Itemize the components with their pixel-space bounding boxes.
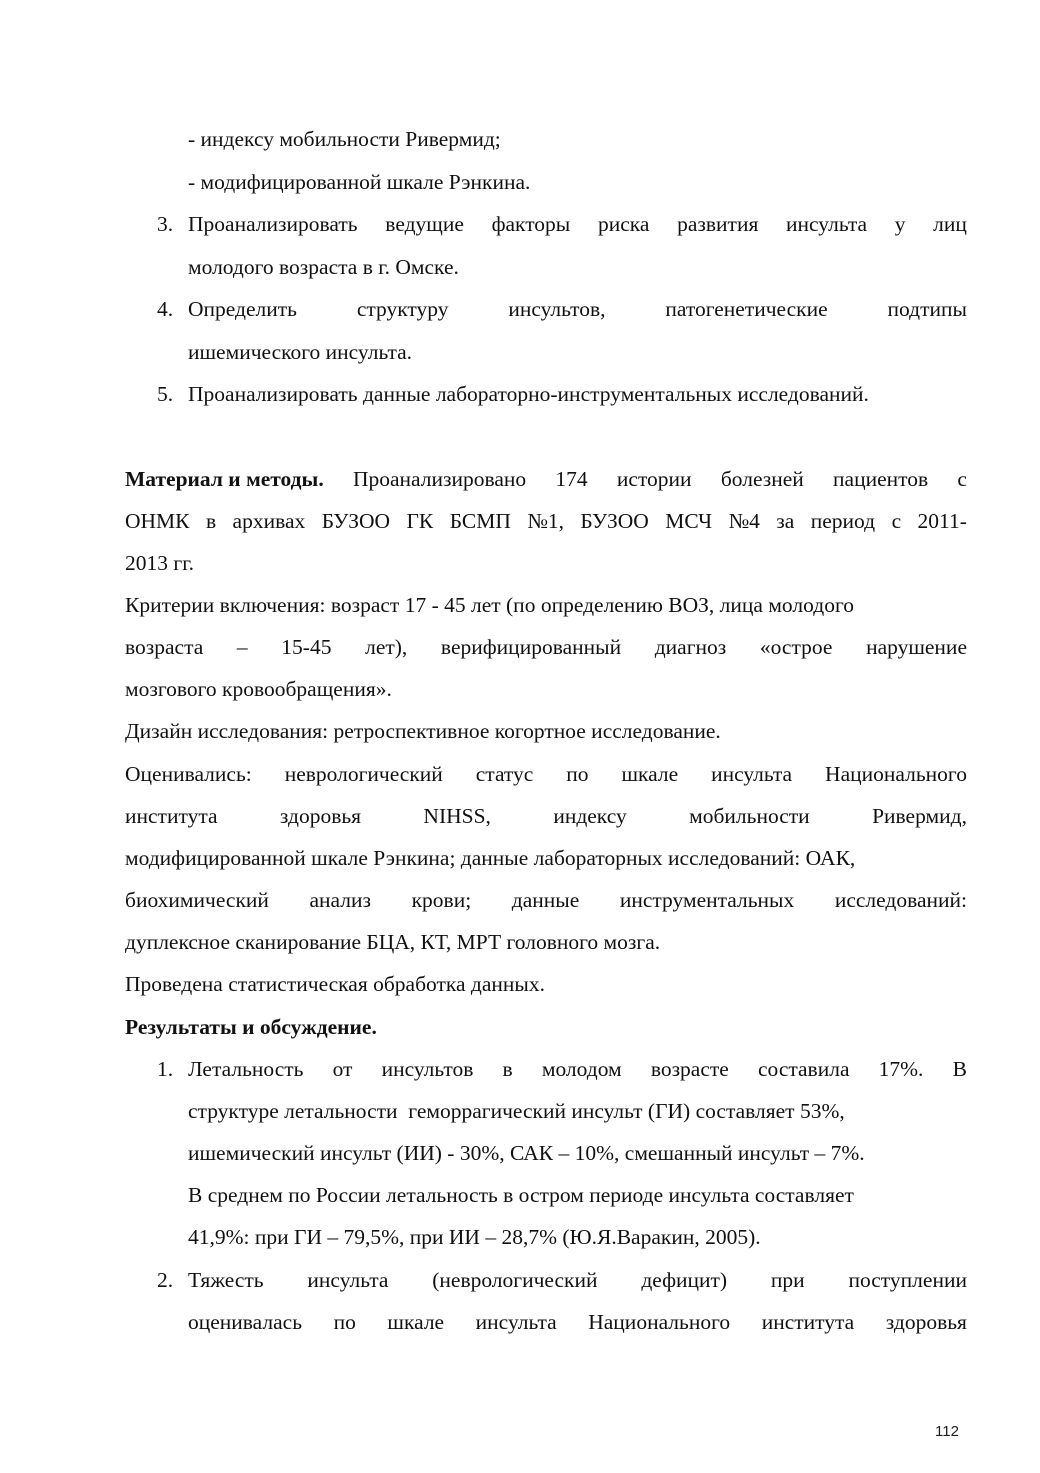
word: ГК <box>406 509 434 533</box>
word: данные <box>511 888 580 912</box>
methods-heading: Материал и методы. <box>125 467 324 491</box>
word: ведущие <box>385 212 464 236</box>
word: факторы <box>491 212 571 236</box>
word: Национального <box>825 762 967 786</box>
word: лиц <box>933 212 967 236</box>
word: 17%. <box>878 1057 924 1081</box>
bullet-rivermead: - индексу мобильности Ривермид; <box>188 127 501 151</box>
word: период <box>810 509 876 533</box>
word: здоровья <box>279 804 362 828</box>
word: структуру <box>356 297 449 321</box>
word: инсультов <box>381 1057 474 1081</box>
word: возраста <box>125 635 204 659</box>
word: биохимический <box>125 888 269 912</box>
criteria-line-2 <box>125 637 967 659</box>
word: индексу <box>553 804 627 828</box>
result-1-line-1 <box>188 1059 967 1081</box>
word: дефицит) <box>641 1268 728 1292</box>
word: №1, <box>527 509 564 533</box>
word: за <box>776 509 795 533</box>
word: Тяжесть <box>188 1268 264 1292</box>
word: Определить <box>188 297 297 321</box>
result-1-line-4: В среднем по России летальность в остром периоде инсульта составляет <box>188 1183 854 1207</box>
word: статус <box>475 762 534 786</box>
word: исследований: <box>834 888 967 912</box>
word: МСЧ <box>665 509 713 533</box>
word: Оценивались: <box>125 762 252 786</box>
result-number: 1. <box>157 1057 174 1081</box>
assessment-line-1 <box>125 764 967 786</box>
task-4-line-1 <box>188 299 967 321</box>
word: БУЗОО <box>321 509 391 533</box>
word: шкале <box>621 762 679 786</box>
word: крови; <box>411 888 472 912</box>
word: Ривермид, <box>872 804 967 828</box>
word: с <box>891 509 902 533</box>
word: ОНМК <box>125 509 190 533</box>
word: 174 <box>555 467 588 491</box>
word: – <box>236 635 248 659</box>
page-number: 112 <box>935 1423 959 1440</box>
methods-line-2 <box>125 511 967 533</box>
word: в <box>502 1057 513 1081</box>
word: верифицированный <box>440 635 622 659</box>
result-2-line-1 <box>188 1270 967 1292</box>
word: в <box>205 509 217 533</box>
word: (неврологический <box>432 1268 598 1292</box>
task-number: 4. <box>157 297 174 321</box>
methods-line-1 <box>125 469 967 491</box>
word: пациентов <box>833 467 929 491</box>
result-number: 2. <box>157 1268 174 1292</box>
word: анализ <box>309 888 372 912</box>
word: подтипы <box>887 297 967 321</box>
word: БСМП <box>449 509 511 533</box>
statistics-line: Проведена статистическая обработка данных. <box>125 972 545 996</box>
word: инсульта <box>475 1310 557 1334</box>
word: развития <box>677 212 759 236</box>
result-1-line-2: структуре летальности геморрагический инсульт (ГИ) составляет 53%, <box>188 1099 845 1123</box>
word: «острое <box>759 635 833 659</box>
word: Национального <box>588 1310 731 1334</box>
word: инсульта <box>711 762 793 786</box>
word: инсульта <box>786 212 868 236</box>
word: 15-45 <box>281 635 332 659</box>
word: Проанализировать <box>188 212 358 236</box>
results-heading: Результаты и обсуждение. <box>125 1015 377 1039</box>
result-2-line-2 <box>188 1312 967 1334</box>
word: с <box>957 467 967 491</box>
assessment-line-3: модифицированной шкале Рэнкина; данные лабораторных исследований: ОАК, <box>125 846 856 870</box>
word: здоровья <box>885 1310 967 1334</box>
assessment-line-5: дуплексное сканирование БЦА, КТ, МРТ головного мозга. <box>125 930 661 954</box>
word: Летальность <box>188 1057 304 1081</box>
word: мобильности <box>689 804 810 828</box>
word: №4 <box>728 509 760 533</box>
word: В <box>952 1057 967 1081</box>
word: риска <box>597 212 650 236</box>
word: лет), <box>365 635 408 659</box>
word: института <box>761 1310 855 1334</box>
word: БУЗОО <box>580 509 649 533</box>
task-3-line-1 <box>188 214 967 236</box>
word: по <box>333 1310 356 1334</box>
word: шкале <box>387 1310 445 1334</box>
word: архивах <box>232 509 306 533</box>
word: болезней <box>720 467 804 491</box>
result-1-line-3: ишемический инсульт (ИИ) - 30%, САК – 10%, смешанный инсульт – 7%. <box>188 1141 865 1165</box>
design-line: Дизайн исследования: ретроспективное когортное исследование. <box>125 719 721 743</box>
word: у <box>894 212 906 236</box>
task-3-line-2: молодого возраста в г. Омске. <box>188 255 459 279</box>
word: инсульта <box>307 1268 389 1292</box>
task-4-line-2: ишемического инсульта. <box>188 340 413 364</box>
word: возрасте <box>650 1057 729 1081</box>
word: при <box>770 1268 805 1292</box>
task-5-line-1: Проанализировать данные лабораторно-инструментальных исследований. <box>188 382 869 406</box>
methods-line-3: 2013 гг. <box>125 551 194 575</box>
word: поступлении <box>848 1268 967 1292</box>
word: инсультов, <box>508 297 606 321</box>
word: 2011- <box>917 509 967 533</box>
word: оценивалась <box>188 1310 303 1334</box>
task-number: 5. <box>157 382 174 406</box>
word: инструментальных <box>619 888 795 912</box>
word: от <box>332 1057 353 1081</box>
word: Проанализировано <box>352 467 527 491</box>
assessment-line-4 <box>125 890 967 912</box>
criteria-line-1: Критерии включения: возраст 17 - 45 лет (по определению ВОЗ, лица молодого <box>125 593 854 617</box>
word: составила <box>757 1057 850 1081</box>
bullet-rankin: - модифицированной шкале Рэнкина. <box>188 170 531 194</box>
word: NIHSS, <box>423 804 491 828</box>
word: института <box>125 804 218 828</box>
task-number: 3. <box>157 212 174 236</box>
word: молодом <box>541 1057 622 1081</box>
assessment-line-2 <box>125 806 967 828</box>
word: диагноз <box>654 635 727 659</box>
criteria-line-3: мозгового кровообращения». <box>125 677 392 701</box>
word: нарушение <box>866 635 967 659</box>
word: по <box>566 762 589 786</box>
word: патогенетические <box>665 297 828 321</box>
word: истории <box>616 467 692 491</box>
result-1-line-5: 41,9%: при ГИ – 79,5%, при ИИ – 28,7% (Ю.Я.Варакин, 2005). <box>188 1225 761 1249</box>
word: неврологический <box>284 762 443 786</box>
